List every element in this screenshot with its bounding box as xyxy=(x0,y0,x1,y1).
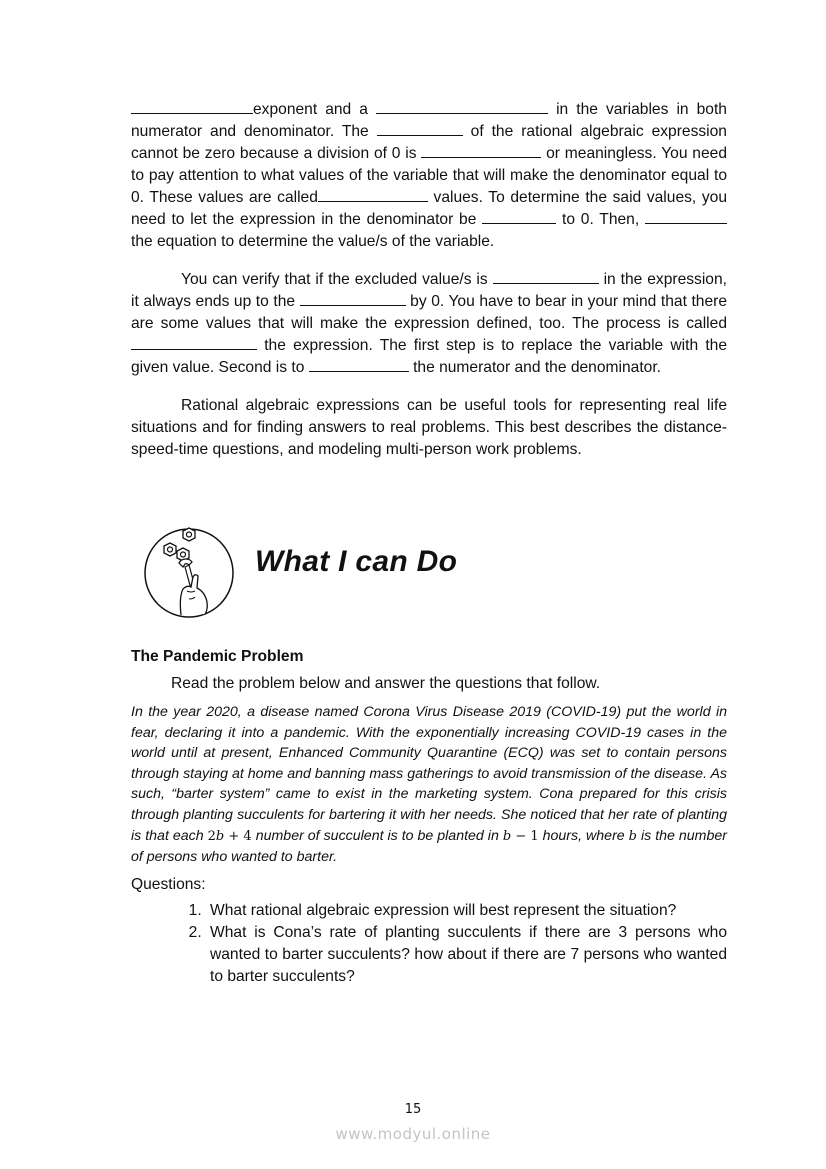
paragraph-applications: Rational algebraic expressions can be useful tools for representing real life situations and for finding answers to real problems. This best describes the distance-speed-time questions, and modeling multi-person work problems. xyxy=(131,397,727,458)
problem-instruction: Read the problem below and answer the questions that follow. xyxy=(171,675,601,692)
question-item: 1. What rational algebraic expression will best represent the situation? xyxy=(206,900,727,922)
watermark: www.modyul.online xyxy=(335,1125,491,1143)
lesson-body xyxy=(131,99,727,461)
page-number: 15 xyxy=(404,1102,422,1117)
fill-in-blank[interactable] xyxy=(645,209,727,224)
problem-section xyxy=(131,648,727,988)
questions-list xyxy=(131,900,727,988)
section-title: What I can Do xyxy=(255,545,458,578)
questions-label: Questions: xyxy=(131,875,206,893)
section-header xyxy=(143,527,543,622)
paragraph-excluded-values: You can verify that if the excluded value/s is in the expression, it always ends up to the by 0. You have to bear in your mind that there are some values that will make the expression defined, too. The process is called the expression. The first step is to replace the variable with the given value. Second is to the numerator and the denominator. xyxy=(131,271,728,376)
question-item: 2. What is Cona’s rate of planting succulents if there are 3 persons who wanted to barter succulents? how about if there are 7 persons who wanted to barter succulents? xyxy=(206,922,727,988)
fill-in-blank[interactable] xyxy=(318,187,428,202)
problem-title: The Pandemic Problem xyxy=(131,648,304,665)
fill-in-blank[interactable] xyxy=(377,121,463,136)
problem-story: In the year 2020, a disease named Corona Virus Disease 2019 (COVID-19) put the world in fear, declaring it into a pandemic. With the exponentially increasing COVID-19 cases in the world until at present, Enhanced Community Quarantine (ECQ) was set to contain persons through staying at home and banning mass gatherings to avoid transmission of the disease. As such, “barter system” came to exist in the marketing system. Cona prepared for this crisis through planting succulents for bartering it with her needs. She noticed that her rate of planting is that each 2b + 4 number of succulent is to be planted in b − 1 hours, where b is the number of persons who wanted to barter. xyxy=(131,704,728,866)
fill-in-blank[interactable] xyxy=(131,99,253,114)
hand-with-wrench-and-nuts-icon xyxy=(143,527,235,619)
fill-in-blank[interactable] xyxy=(376,99,548,114)
fill-in-blank[interactable] xyxy=(482,209,556,224)
fill-in-blank[interactable] xyxy=(493,269,599,284)
fill-in-blank[interactable] xyxy=(300,291,406,306)
fill-in-blank[interactable] xyxy=(421,143,541,158)
fill-in-blank[interactable] xyxy=(131,335,257,350)
paragraph-rational-expressions: exponent and a in the variables in both numerator and denominator. The of the rational algebraic expression cannot be zero because a division of 0 is or meaningless. You need to pay attention to what values of the variable that will make the denominator equal to 0. These values are called values. To determine the said values, you need to let the expression in the denominator be to 0. Then, the equation to determine the value/s of the variable. xyxy=(131,101,728,250)
fill-in-blank[interactable] xyxy=(309,357,409,372)
